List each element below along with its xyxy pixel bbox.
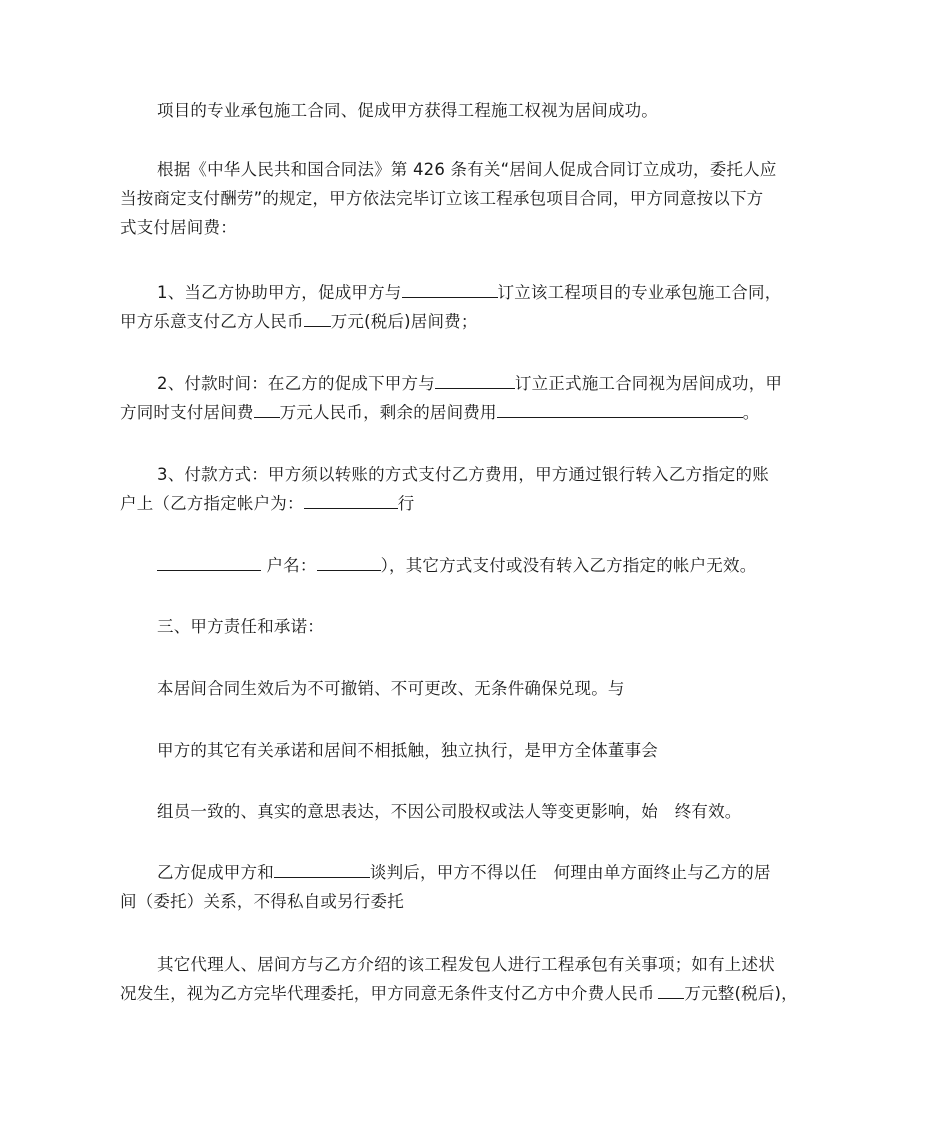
text-run: 甲方乐意支付乙方人民币 — [120, 312, 304, 331]
text-line — [120, 369, 840, 398]
fill-blank[interactable] — [317, 552, 381, 571]
text-line — [120, 398, 840, 427]
text-line: 项目的专业承包施工合同、促成甲方获得工程施工权视为居间成功。 — [157, 101, 658, 120]
paragraph-3 — [120, 674, 840, 703]
section-heading — [120, 612, 840, 641]
text-run: 方同时支付居间费 — [120, 403, 254, 422]
text-run: 。 — [742, 403, 760, 422]
paragraph-account — [120, 551, 840, 580]
text-run: 万元整(税后)， — [684, 984, 798, 1003]
paragraph-7 — [120, 950, 840, 1008]
paragraph-item-1 — [120, 278, 840, 336]
text-run: 乙方促成甲方和 — [157, 863, 274, 882]
text-run: 万元人民币，剩余的居间费用 — [279, 403, 497, 422]
text-run: 2、付款时间：在乙方的促成下甲方与 — [157, 374, 435, 393]
fill-blank[interactable] — [497, 399, 743, 418]
text-line — [120, 551, 840, 580]
text-run: 况发生，视为乙方完毕代理委托，甲方同意无条件支付乙方中介费人民币 — [120, 984, 655, 1003]
text-line: 甲方的其它有关承诺和居间不相抵触，独立执行，是甲方全体董事会 — [157, 741, 658, 760]
fill-blank[interactable] — [304, 490, 398, 509]
text-line — [120, 979, 840, 1008]
text-line — [120, 858, 840, 887]
fill-blank[interactable] — [435, 370, 515, 389]
text-line: 3、付款方式：甲方须以转账的方式支付乙方费用，甲方通过银行转入乙方指定的账 — [157, 465, 769, 484]
paragraph-item-3 — [120, 460, 840, 518]
text-line: 本居间合同生效后为不可撤销、不可更改、无条件确保兑现。与 — [157, 679, 625, 698]
text-line — [120, 489, 840, 518]
text-line: 组员一致的、真实的意思表达，不因公司股权或法人等变更影响，始 终有效。 — [157, 802, 742, 821]
text-run: 户上（乙方指定帐户为： — [120, 494, 304, 513]
fill-blank[interactable] — [304, 308, 331, 327]
fill-blank[interactable] — [254, 399, 280, 418]
text-run: 行 — [397, 494, 415, 513]
text-line: 三、甲方责任和承诺： — [157, 617, 324, 636]
text-run: 1、当乙方协助甲方，促成甲方与 — [157, 283, 402, 302]
fill-blank[interactable] — [157, 552, 261, 571]
text-run: 订立正式施工合同视为居间成功，甲 — [514, 374, 783, 393]
paragraph-item-2 — [120, 369, 840, 427]
text-run: 订立该工程项目的专业承包施工合同， — [497, 283, 782, 302]
text-line: 间（委托）关系，不得私自或另行委托 — [120, 892, 404, 911]
paragraph-1 — [120, 96, 840, 125]
fill-blank[interactable] — [274, 859, 370, 878]
text-line: 式支付居间费： — [120, 218, 237, 237]
paragraph-4 — [120, 736, 840, 765]
text-line — [120, 307, 840, 336]
text-run: 谈判后，甲方不得以任 何理由单方面终止与乙方的居 — [369, 863, 771, 882]
text-line: 当按商定支付酬劳”的规定，甲方依法完毕订立该工程承包项目合同，甲方同意按以下方 — [120, 189, 764, 208]
text-run: ），其它方式支付或没有转入乙方指定的帐户无效。 — [380, 556, 757, 575]
text-run: 户名： — [266, 556, 317, 575]
text-run: 万元(税后)居间费； — [330, 312, 478, 331]
paragraph-5 — [120, 797, 840, 826]
paragraph-6 — [120, 858, 840, 916]
fill-blank[interactable] — [658, 980, 684, 999]
fill-blank[interactable] — [402, 279, 498, 298]
text-line — [120, 278, 840, 307]
paragraph-2 — [120, 155, 840, 242]
text-line: 根据《中华人民共和国合同法》第 426 条有关“居间人促成合同订立成功，委托人应 — [157, 160, 777, 179]
text-line: 其它代理人、居间方与乙方介绍的该工程发包人进行工程承包有关事项；如有上述状 — [157, 955, 775, 974]
